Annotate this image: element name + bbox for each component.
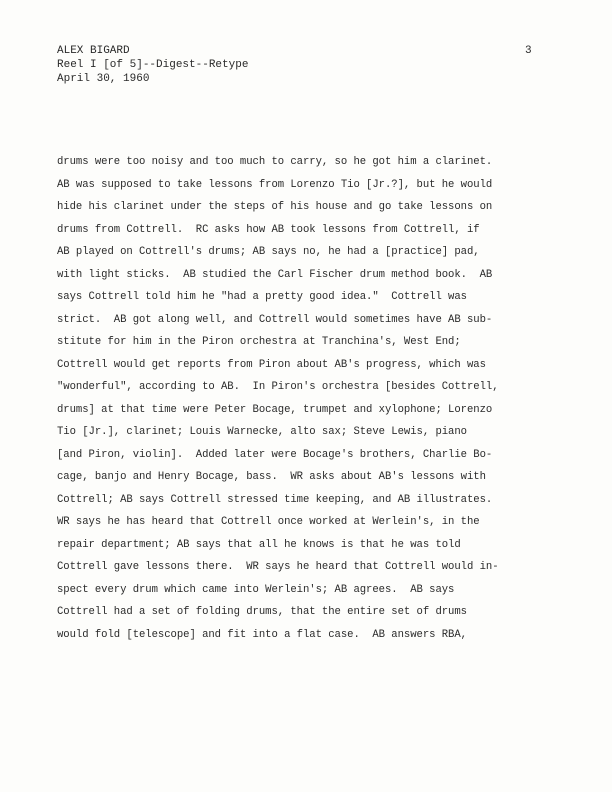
text-line: cage, banjo and Henry Bocage, bass. WR asks about AB's lessons with	[57, 471, 486, 483]
text-line: hide his clarinet under the steps of his house and go take lessons on	[57, 201, 493, 213]
text-line: spect every drum which came into Werlein's; AB agrees. AB says	[57, 583, 455, 596]
text-line: Tio [Jr.], clarinet; Louis Warnecke, alto sax; Steve Lewis, piano	[57, 426, 467, 438]
page-number: 3	[525, 45, 532, 57]
text-line: "wonderful", according to AB. In Piron's orchestra [besides Cottrell,	[57, 381, 499, 393]
text-line: says Cottrell told him he "had a pretty good idea." Cottrell was	[57, 291, 467, 303]
header-name: ALEX BIGARD	[57, 45, 130, 57]
document-header	[57, 44, 248, 86]
header-date: April 30, 1960	[57, 73, 150, 85]
text-line: with light sticks. AB studied the Carl Fischer drum method book. AB	[57, 268, 493, 281]
text-line: WR says he has heard that Cottrell once worked at Werlein's, in the	[57, 516, 480, 528]
header-reel: Reel I [of 5]--Digest--Retype	[57, 59, 249, 71]
text-line: drums] at that time were Peter Bocage, trumpet and xylophone; Lorenzo	[57, 403, 493, 416]
text-line: repair department; AB says that all he knows is that he was told	[57, 538, 461, 551]
text-line: [and Piron, violin]. Added later were Bocage's brothers, Charlie Bo-	[57, 448, 493, 461]
body-text	[57, 151, 557, 646]
text-line: drums were too noisy and too much to carry, so he got him a clarinet.	[57, 156, 493, 168]
text-line: Cottrell; AB says Cottrell stressed time keeping, and AB illustrates.	[57, 493, 493, 506]
text-line: Cottrell would get reports from Piron about AB's progress, which was	[57, 358, 486, 371]
text-line: drums from Cottrell. RC asks how AB took lessons from Cottrell, if	[57, 223, 480, 236]
text-line: stitute for him in the Piron orchestra at Tranchina's, West End;	[57, 336, 461, 348]
text-line: strict. AB got along well, and Cottrell would sometimes have AB sub-	[57, 313, 493, 326]
text-line: would fold [telescope] and fit into a flat case. AB answers RBA,	[57, 628, 467, 641]
text-line: AB was supposed to take lessons from Lorenzo Tio [Jr.?], but he would	[57, 178, 493, 191]
text-line: AB played on Cottrell's drums; AB says no, he had a [practice] pad,	[57, 246, 480, 258]
text-line: Cottrell gave lessons there. WR says he heard that Cottrell would in-	[57, 561, 499, 573]
text-line: Cottrell had a set of folding drums, that the entire set of drums	[57, 606, 467, 618]
